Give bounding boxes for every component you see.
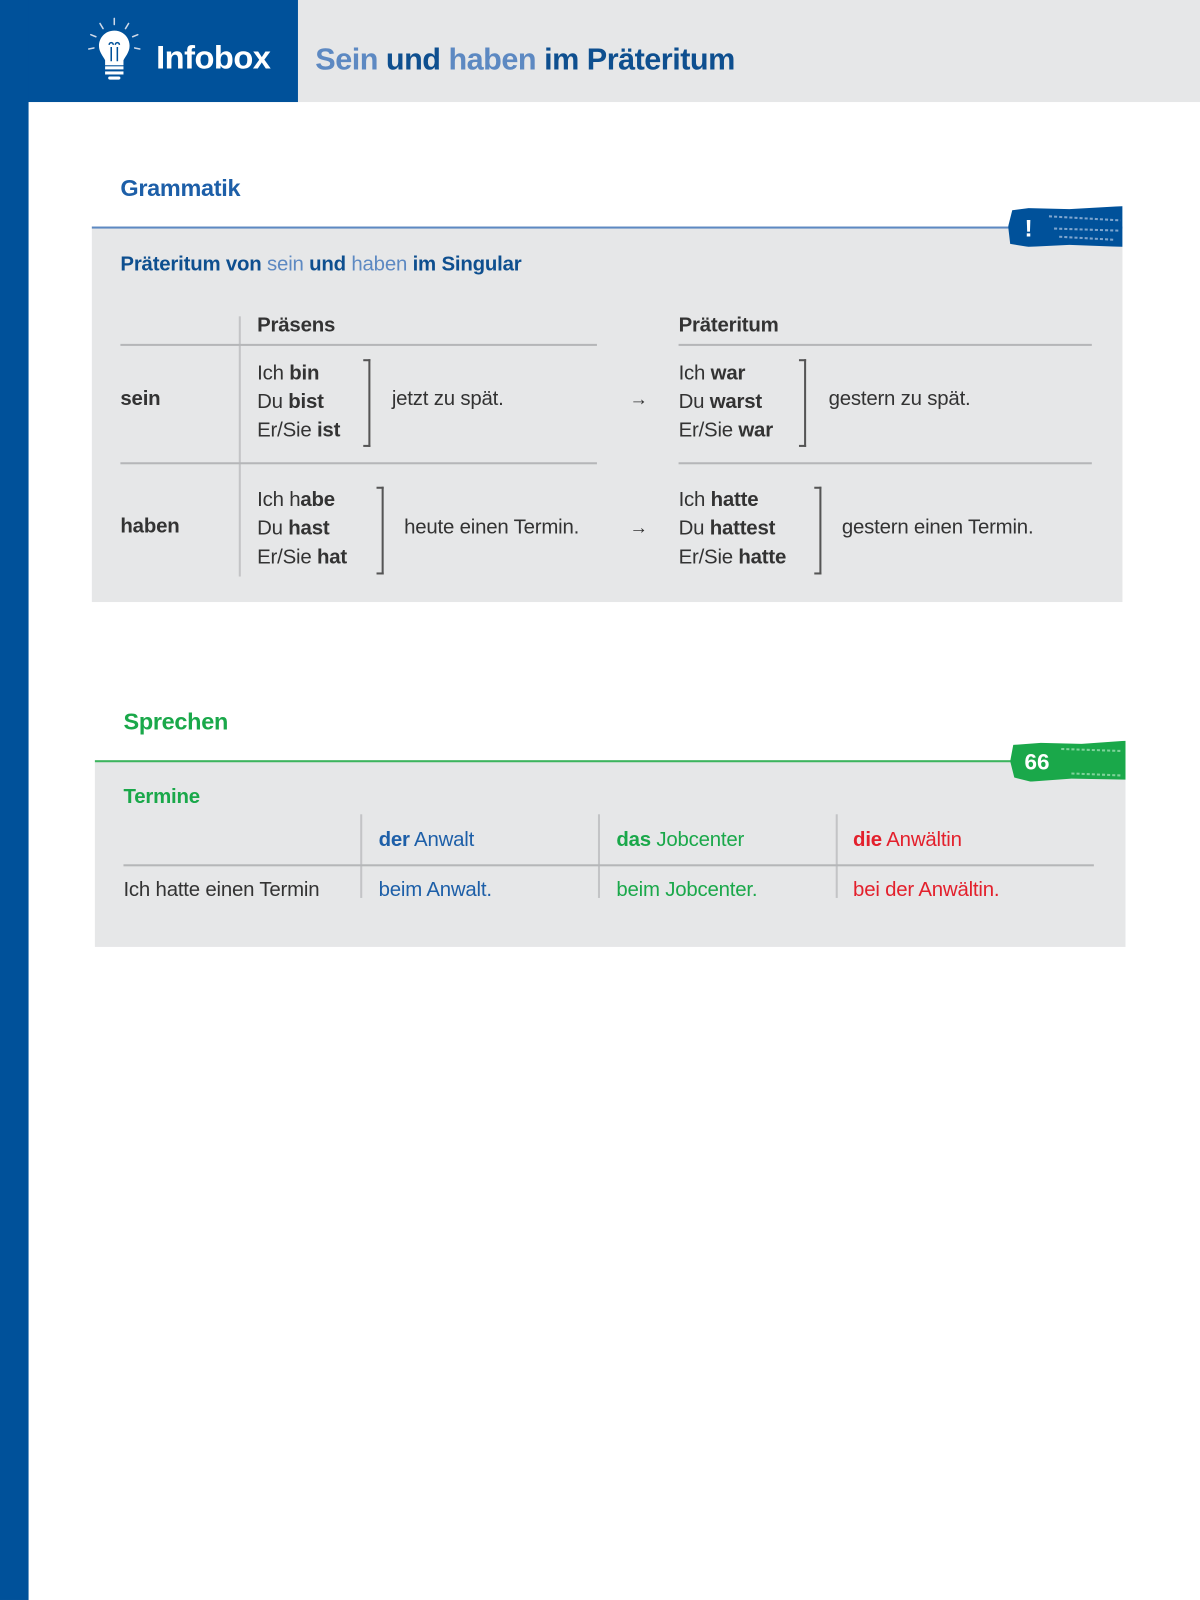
row-divider: [120, 344, 597, 346]
cell-jobcenter: beim Jobcenter.: [616, 878, 758, 902]
column-header-jobcenter: das Jobcenter: [616, 828, 745, 852]
row-label-haben: haben: [120, 515, 180, 538]
brace-icon: [799, 359, 806, 447]
sein-praesens-phrase: jetzt zu spät.: [391, 387, 504, 411]
infobox-label: Infobox: [156, 38, 271, 76]
row-label-termin: Ich hatte einen Termin: [123, 878, 320, 902]
row-label-sein: sein: [120, 387, 161, 411]
row-divider: [679, 462, 1092, 464]
row-divider: [123, 864, 1093, 866]
cell-anwalt: beim Anwalt.: [378, 878, 492, 902]
column-divider: [239, 316, 241, 576]
termine-subtitle: Termine: [123, 785, 200, 809]
sein-praesens-forms: Ich bin Du bist Er/Sie ist: [257, 362, 341, 442]
svg-text:66: 66: [1024, 749, 1050, 775]
haben-praesens-forms: Ich habe Du hast Er/Sie hat: [257, 488, 347, 569]
row-divider: [120, 462, 597, 464]
column-divider: [836, 814, 838, 898]
brace-icon: [814, 487, 821, 575]
left-accent-bar: [0, 0, 29, 1600]
sprechen-heading: Sprechen: [123, 708, 228, 735]
arrow-right-icon: →: [629, 388, 648, 410]
sein-praeteritum-forms: Ich war Du warst Er/Sie war: [678, 362, 773, 442]
grammatik-subtitle: Präteritum von sein und haben im Singular: [120, 253, 522, 276]
page-title: Sein und haben im Präteritum: [315, 42, 735, 77]
grammatik-heading: Grammatik: [120, 174, 241, 202]
svg-text:!: !: [1024, 215, 1033, 243]
lightbulb-icon: [86, 16, 143, 83]
row-divider: [679, 344, 1092, 346]
column-divider: [360, 814, 362, 898]
column-header-anwaeltin: die Anwältin: [853, 828, 962, 852]
column-header-praeteritum: Präteritum: [678, 314, 779, 337]
haben-praesens-phrase: heute einen Termin.: [404, 516, 580, 539]
exclamation-badge-icon: [1008, 206, 1122, 247]
quote-badge-icon: [1010, 741, 1125, 782]
column-header-anwalt: der Anwalt: [378, 828, 475, 852]
haben-praeteritum-phrase: gestern einen Termin.: [841, 516, 1034, 539]
grammatik-box: [92, 227, 1123, 603]
sprechen-box: [95, 760, 1126, 947]
sein-praeteritum-phrase: gestern zu spät.: [828, 387, 971, 411]
arrow-right-icon: →: [629, 517, 648, 538]
column-header-praesens: Präsens: [257, 314, 336, 337]
haben-praeteritum-forms: Ich hatte Du hattest Er/Sie hatte: [678, 488, 787, 569]
brace-icon: [363, 359, 370, 447]
brace-icon: [377, 487, 384, 575]
cell-anwaeltin: bei der Anwältin.: [853, 878, 1000, 902]
column-divider: [598, 814, 600, 898]
